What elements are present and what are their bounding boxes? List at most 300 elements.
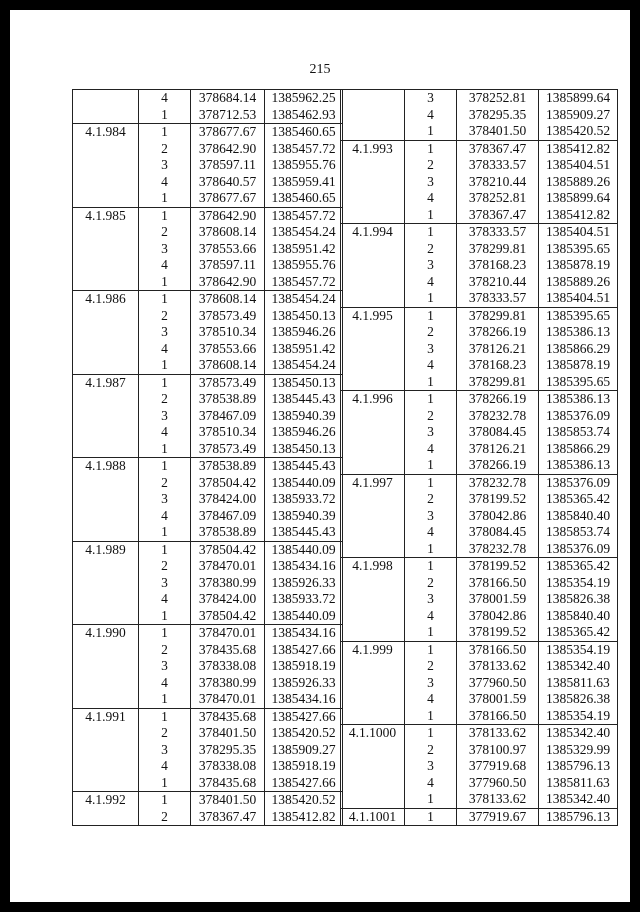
y-coordinate: 1385440.09 [265, 475, 343, 492]
lot-number: 4.1.994 [341, 224, 405, 308]
table-row [341, 224, 618, 241]
lot-number: 4.1.998 [341, 558, 405, 642]
x-coordinate: 378266.19 [457, 324, 539, 341]
x-coordinate: 378504.42 [191, 608, 265, 625]
point-index: 1 [139, 274, 191, 291]
x-coordinate: 378333.57 [457, 290, 539, 307]
point-index: 4 [427, 524, 434, 540]
x-coordinate: 378470.01 [191, 691, 265, 708]
x-coordinate: 378367.47 [457, 140, 539, 157]
x-coordinate: 378084.45 [457, 524, 539, 541]
point-index: 1 [139, 792, 191, 809]
point-index: 1 [405, 391, 457, 408]
y-coordinate: 1385386.13 [539, 324, 618, 341]
y-coordinate: 1385395.65 [539, 307, 618, 324]
x-coordinate: 377919.67 [457, 808, 539, 826]
point-index: 4 [139, 90, 191, 107]
point-index: 4 [427, 607, 434, 623]
lot-number: 4.1.995 [341, 307, 405, 391]
y-coordinate: 1385440.09 [265, 608, 343, 625]
y-coordinate: 1385909.27 [265, 742, 343, 759]
x-coordinate: 378232.78 [457, 541, 539, 558]
y-coordinate: 1385796.13 [539, 758, 618, 775]
point-index: 1 [139, 541, 191, 558]
point-index: 1 [405, 808, 457, 826]
y-coordinate: 1385386.13 [539, 391, 618, 408]
x-coordinate: 378100.97 [457, 742, 539, 759]
point-index: 2 [161, 474, 168, 490]
x-coordinate: 378553.66 [191, 341, 265, 358]
point-index: 2 [161, 307, 168, 323]
x-coordinate: 378684.14 [191, 90, 265, 107]
point-index: 2 [427, 574, 434, 590]
y-coordinate: 1385811.63 [539, 675, 618, 692]
y-coordinate: 1385427.66 [265, 775, 343, 792]
x-coordinate: 378166.50 [457, 708, 539, 725]
point-index: 1 [139, 608, 191, 625]
x-coordinate: 378597.11 [191, 257, 265, 274]
point-index: 1 [139, 625, 191, 642]
point-index: 1 [405, 290, 457, 307]
x-coordinate: 378401.50 [191, 725, 265, 742]
table-row [73, 541, 343, 558]
table-row [73, 458, 343, 475]
point-index: 1 [405, 541, 457, 558]
point-index: 2 [427, 658, 434, 674]
table-row [341, 140, 618, 157]
x-coordinate: 378042.86 [457, 608, 539, 625]
x-coordinate: 378573.49 [191, 374, 265, 391]
point-index: 4 [427, 273, 434, 289]
y-coordinate: 1385376.09 [539, 541, 618, 558]
point-index: 1 [139, 775, 191, 792]
y-coordinate: 1385853.74 [539, 524, 618, 541]
y-coordinate: 1385404.51 [539, 157, 618, 174]
y-coordinate: 1385420.52 [539, 123, 618, 140]
y-coordinate: 1385826.38 [539, 691, 618, 708]
x-coordinate: 378573.49 [191, 441, 265, 458]
point-index: 2 [139, 809, 191, 826]
y-coordinate: 1385955.76 [265, 257, 343, 274]
y-coordinate: 1385926.33 [265, 675, 343, 692]
point-index: 1 [139, 107, 191, 124]
x-coordinate: 378424.00 [191, 591, 265, 608]
point-index: 1 [139, 207, 191, 224]
y-coordinate: 1385342.40 [539, 658, 618, 675]
y-coordinate: 1385450.13 [265, 374, 343, 391]
x-coordinate: 378424.00 [191, 491, 265, 508]
x-coordinate: 378538.89 [191, 391, 265, 408]
point-index: 1 [405, 558, 457, 575]
x-coordinate: 378133.62 [457, 791, 539, 808]
point-index: 2 [427, 324, 434, 340]
x-coordinate: 378266.19 [457, 457, 539, 474]
y-coordinate: 1385376.09 [539, 408, 618, 425]
point-index: 1 [405, 307, 457, 324]
y-coordinate: 1385365.42 [539, 558, 618, 575]
y-coordinate: 1385329.99 [539, 742, 618, 759]
x-coordinate: 378333.57 [457, 224, 539, 241]
y-coordinate: 1385386.13 [539, 457, 618, 474]
y-coordinate: 1385866.29 [539, 441, 618, 458]
y-coordinate: 1385404.51 [539, 290, 618, 307]
point-index: 4 [427, 106, 434, 122]
point-index: 4 [427, 190, 434, 206]
y-coordinate: 1385420.52 [265, 725, 343, 742]
x-coordinate: 378232.78 [457, 474, 539, 491]
y-coordinate: 1385946.26 [265, 424, 343, 441]
x-coordinate: 378597.11 [191, 157, 265, 174]
lot-number: 4.1.991 [73, 708, 139, 792]
point-index: 3 [427, 507, 434, 523]
x-coordinate: 377919.68 [457, 758, 539, 775]
x-coordinate: 378168.23 [457, 357, 539, 374]
x-coordinate: 378435.68 [191, 708, 265, 725]
table-row [73, 625, 343, 642]
point-index: 4 [427, 357, 434, 373]
y-coordinate: 1385918.19 [265, 758, 343, 775]
lot-number: 4.1.999 [341, 641, 405, 725]
y-coordinate: 1385899.64 [539, 190, 618, 207]
x-coordinate: 378133.62 [457, 725, 539, 742]
lot-number: 4.1.990 [73, 625, 139, 709]
point-index: 2 [161, 725, 168, 741]
y-coordinate: 1385445.43 [265, 391, 343, 408]
x-coordinate: 378166.50 [457, 575, 539, 592]
y-coordinate: 1385462.93 [265, 107, 343, 124]
y-coordinate: 1385395.65 [539, 241, 618, 258]
x-coordinate: 378504.42 [191, 475, 265, 492]
y-coordinate: 1385434.16 [265, 558, 343, 575]
x-coordinate: 378232.78 [457, 408, 539, 425]
point-index: 1 [139, 374, 191, 391]
page-number: 215 [309, 62, 331, 77]
point-index: 1 [405, 207, 457, 224]
point-index: 1 [139, 291, 191, 308]
table-row [341, 641, 618, 658]
x-coordinate: 377960.50 [457, 775, 539, 792]
y-coordinate: 1385354.19 [539, 575, 618, 592]
x-coordinate: 378608.14 [191, 291, 265, 308]
y-coordinate: 1385404.51 [539, 224, 618, 241]
point-index: 1 [405, 123, 457, 140]
table-row [341, 307, 618, 324]
point-index: 2 [161, 140, 168, 156]
table-row [73, 207, 343, 224]
point-index: 1 [139, 691, 191, 708]
x-coordinate: 378504.42 [191, 541, 265, 558]
y-coordinate: 1385450.13 [265, 441, 343, 458]
x-coordinate: 378199.52 [457, 491, 539, 508]
y-coordinate: 1385909.27 [539, 107, 618, 124]
x-coordinate: 378042.86 [457, 508, 539, 525]
point-index: 3 [161, 324, 168, 340]
coordinates-table-right [340, 89, 618, 826]
point-index: 2 [161, 391, 168, 407]
y-coordinate: 1385951.42 [265, 341, 343, 358]
y-coordinate: 1385342.40 [539, 791, 618, 808]
lot-number: 4.1.986 [73, 291, 139, 375]
point-index: 4 [427, 774, 434, 790]
lot-number: 4.1.988 [73, 458, 139, 542]
x-coordinate: 378168.23 [457, 257, 539, 274]
lot-number: 4.1.985 [73, 207, 139, 291]
point-index: 1 [139, 708, 191, 725]
y-coordinate: 1385933.72 [265, 491, 343, 508]
y-coordinate: 1385354.19 [539, 641, 618, 658]
x-coordinate: 378299.81 [457, 307, 539, 324]
y-coordinate: 1385878.19 [539, 257, 618, 274]
lot-number [73, 90, 139, 124]
point-index: 4 [161, 591, 168, 607]
x-coordinate: 378608.14 [191, 224, 265, 241]
x-coordinate: 378401.50 [457, 123, 539, 140]
table-row [341, 90, 618, 107]
y-coordinate: 1385427.66 [265, 708, 343, 725]
x-coordinate: 378712.53 [191, 107, 265, 124]
x-coordinate: 378467.09 [191, 508, 265, 525]
point-index: 3 [427, 173, 434, 189]
x-coordinate: 378470.01 [191, 558, 265, 575]
lot-number: 4.1.1001 [341, 808, 405, 826]
y-coordinate: 1385457.72 [265, 274, 343, 291]
point-index: 1 [139, 124, 191, 141]
point-index: 1 [405, 641, 457, 658]
y-coordinate: 1385434.16 [265, 625, 343, 642]
x-coordinate: 378538.89 [191, 458, 265, 475]
point-index: 3 [161, 491, 168, 507]
y-coordinate: 1385457.72 [265, 141, 343, 158]
x-coordinate: 378126.21 [457, 441, 539, 458]
x-coordinate: 378538.89 [191, 524, 265, 541]
x-coordinate: 378640.57 [191, 174, 265, 191]
x-coordinate: 378510.34 [191, 324, 265, 341]
x-coordinate: 378573.49 [191, 308, 265, 325]
point-index: 1 [139, 357, 191, 374]
x-coordinate: 378677.67 [191, 190, 265, 207]
point-index: 1 [405, 791, 457, 808]
x-coordinate: 378642.90 [191, 274, 265, 291]
lot-number: 4.1.992 [73, 792, 139, 826]
lot-number: 4.1.993 [341, 140, 405, 224]
point-index: 3 [161, 574, 168, 590]
x-coordinate: 378210.44 [457, 274, 539, 291]
point-index: 1 [405, 457, 457, 474]
x-coordinate: 378642.90 [191, 207, 265, 224]
table-row [73, 708, 343, 725]
y-coordinate: 1385940.39 [265, 508, 343, 525]
table-row [73, 374, 343, 391]
point-index: 1 [139, 441, 191, 458]
y-coordinate: 1385933.72 [265, 591, 343, 608]
x-coordinate: 378210.44 [457, 174, 539, 191]
x-coordinate: 378338.08 [191, 658, 265, 675]
point-index: 2 [427, 407, 434, 423]
y-coordinate: 1385796.13 [539, 808, 618, 826]
y-coordinate: 1385826.38 [539, 591, 618, 608]
x-coordinate: 378553.66 [191, 241, 265, 258]
y-coordinate: 1385899.64 [539, 90, 618, 107]
point-index: 1 [405, 140, 457, 157]
x-coordinate: 377960.50 [457, 675, 539, 692]
x-coordinate: 378252.81 [457, 190, 539, 207]
lot-number: 4.1.1000 [341, 725, 405, 809]
coordinates-table-left [72, 89, 343, 826]
x-coordinate: 378380.99 [191, 675, 265, 692]
y-coordinate: 1385412.82 [539, 207, 618, 224]
point-index: 1 [405, 224, 457, 241]
point-index: 4 [161, 173, 168, 189]
x-coordinate: 378367.47 [457, 207, 539, 224]
y-coordinate: 1385951.42 [265, 241, 343, 258]
point-index: 1 [139, 524, 191, 541]
y-coordinate: 1385889.26 [539, 274, 618, 291]
x-coordinate: 378166.50 [457, 641, 539, 658]
point-index: 3 [161, 658, 168, 674]
x-coordinate: 378380.99 [191, 575, 265, 592]
point-index: 4 [161, 424, 168, 440]
y-coordinate: 1385926.33 [265, 575, 343, 592]
y-coordinate: 1385412.82 [539, 140, 618, 157]
y-coordinate: 1385454.24 [265, 357, 343, 374]
lot-number: 4.1.984 [73, 124, 139, 208]
x-coordinate: 378126.21 [457, 341, 539, 358]
y-coordinate: 1385959.41 [265, 174, 343, 191]
y-coordinate: 1385946.26 [265, 324, 343, 341]
point-index: 3 [427, 340, 434, 356]
point-index: 3 [161, 741, 168, 757]
y-coordinate: 1385354.19 [539, 708, 618, 725]
point-index: 2 [161, 558, 168, 574]
point-index: 3 [427, 424, 434, 440]
x-coordinate: 378608.14 [191, 357, 265, 374]
y-coordinate: 1385427.66 [265, 642, 343, 659]
lot-number: 4.1.987 [73, 374, 139, 458]
x-coordinate: 378642.90 [191, 141, 265, 158]
table-row [73, 792, 343, 809]
y-coordinate: 1385450.13 [265, 308, 343, 325]
y-coordinate: 1385962.25 [265, 90, 343, 107]
y-coordinate: 1385445.43 [265, 524, 343, 541]
point-index: 2 [161, 641, 168, 657]
point-index: 2 [427, 157, 434, 173]
x-coordinate: 378338.08 [191, 758, 265, 775]
point-index: 1 [139, 458, 191, 475]
point-index: 4 [161, 507, 168, 523]
point-index: 4 [427, 691, 434, 707]
document-page [10, 10, 630, 902]
point-index: 4 [427, 440, 434, 456]
table-row [341, 725, 618, 742]
x-coordinate: 378470.01 [191, 625, 265, 642]
point-index: 3 [427, 758, 434, 774]
point-index: 3 [427, 257, 434, 273]
y-coordinate: 1385918.19 [265, 658, 343, 675]
y-coordinate: 1385811.63 [539, 775, 618, 792]
y-coordinate: 1385412.82 [265, 809, 343, 826]
table-row [73, 90, 343, 107]
x-coordinate: 378677.67 [191, 124, 265, 141]
point-index: 4 [161, 340, 168, 356]
y-coordinate: 1385940.39 [265, 408, 343, 425]
x-coordinate: 378435.68 [191, 642, 265, 659]
y-coordinate: 1385889.26 [539, 174, 618, 191]
y-coordinate: 1385460.65 [265, 190, 343, 207]
y-coordinate: 1385840.40 [539, 508, 618, 525]
point-index: 3 [427, 674, 434, 690]
y-coordinate: 1385454.24 [265, 291, 343, 308]
point-index: 4 [161, 674, 168, 690]
point-index: 1 [405, 374, 457, 391]
y-coordinate: 1385445.43 [265, 458, 343, 475]
point-index: 2 [427, 240, 434, 256]
point-index: 1 [405, 708, 457, 725]
table-row [341, 558, 618, 575]
x-coordinate: 378467.09 [191, 408, 265, 425]
y-coordinate: 1385434.16 [265, 691, 343, 708]
table-row [73, 291, 343, 308]
x-coordinate: 378333.57 [457, 157, 539, 174]
lot-number: 4.1.996 [341, 391, 405, 475]
y-coordinate: 1385457.72 [265, 207, 343, 224]
y-coordinate: 1385376.09 [539, 474, 618, 491]
point-index: 3 [161, 157, 168, 173]
y-coordinate: 1385853.74 [539, 424, 618, 441]
x-coordinate: 378295.35 [191, 742, 265, 759]
y-coordinate: 1385395.65 [539, 374, 618, 391]
table-row [73, 124, 343, 141]
table-row [341, 808, 618, 826]
table-row [341, 391, 618, 408]
x-coordinate: 378001.59 [457, 691, 539, 708]
y-coordinate: 1385365.42 [539, 491, 618, 508]
x-coordinate: 378367.47 [191, 809, 265, 826]
y-coordinate: 1385342.40 [539, 725, 618, 742]
x-coordinate: 378199.52 [457, 558, 539, 575]
point-index: 1 [139, 190, 191, 207]
point-index: 4 [161, 257, 168, 273]
point-index: 2 [161, 224, 168, 240]
lot-number [341, 90, 405, 141]
y-coordinate: 1385460.65 [265, 124, 343, 141]
y-coordinate: 1385840.40 [539, 608, 618, 625]
point-index: 2 [427, 491, 434, 507]
x-coordinate: 378510.34 [191, 424, 265, 441]
x-coordinate: 378084.45 [457, 424, 539, 441]
table-row [341, 474, 618, 491]
y-coordinate: 1385420.52 [265, 792, 343, 809]
x-coordinate: 378295.35 [457, 107, 539, 124]
point-index: 3 [427, 591, 434, 607]
x-coordinate: 378199.52 [457, 624, 539, 641]
point-index: 1 [405, 474, 457, 491]
y-coordinate: 1385365.42 [539, 624, 618, 641]
y-coordinate: 1385440.09 [265, 541, 343, 558]
lot-number: 4.1.997 [341, 474, 405, 558]
y-coordinate: 1385878.19 [539, 357, 618, 374]
x-coordinate: 378133.62 [457, 658, 539, 675]
x-coordinate: 378435.68 [191, 775, 265, 792]
y-coordinate: 1385955.76 [265, 157, 343, 174]
x-coordinate: 378299.81 [457, 241, 539, 258]
point-index: 2 [427, 741, 434, 757]
x-coordinate: 378299.81 [457, 374, 539, 391]
point-index: 3 [161, 407, 168, 423]
point-index: 3 [161, 240, 168, 256]
point-index: 3 [405, 90, 457, 107]
point-index: 1 [405, 725, 457, 742]
point-index: 1 [405, 624, 457, 641]
